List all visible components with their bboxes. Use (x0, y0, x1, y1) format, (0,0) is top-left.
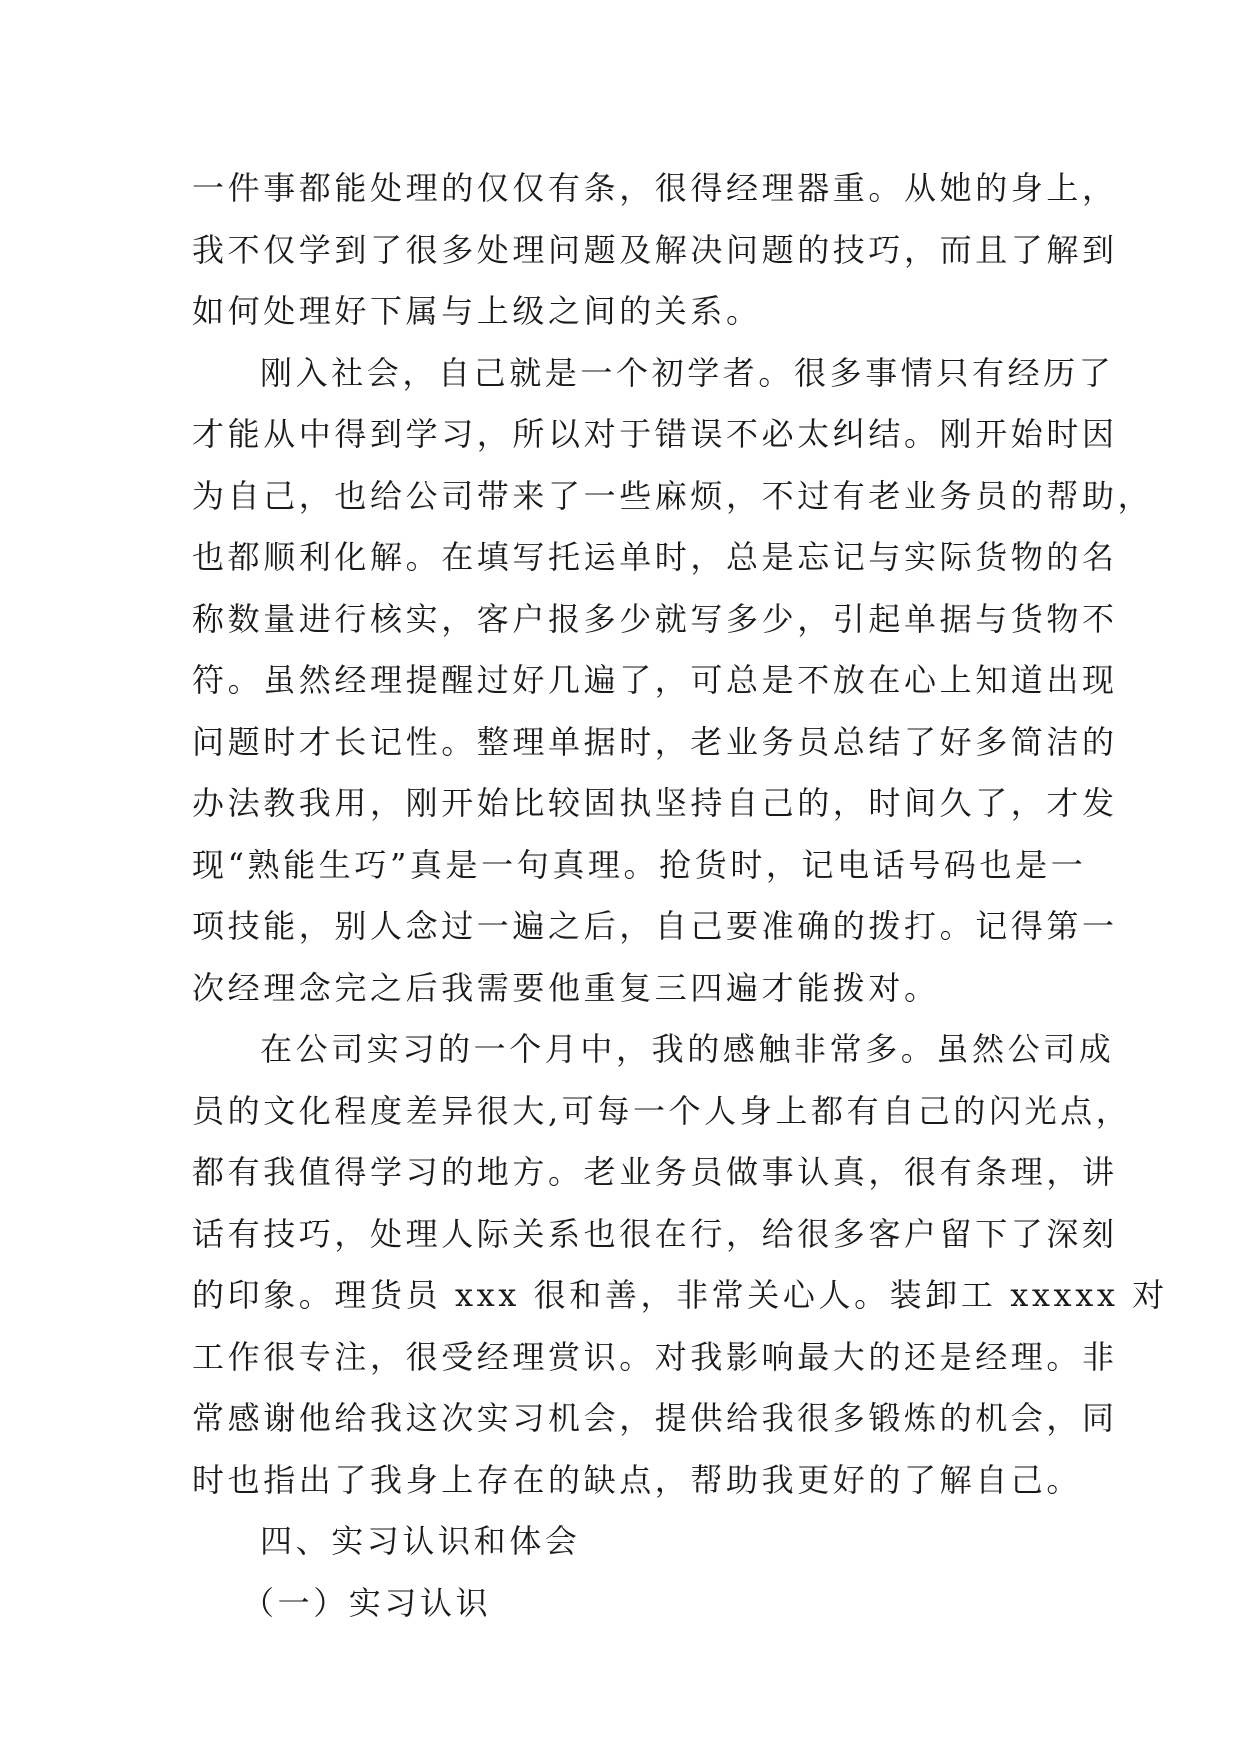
paragraph-first-line: 刚入社会，自己就是一个初学者。很多事情只有经历了 (260, 353, 1115, 392)
paragraph-line: 话有技巧，处理人际关系也很在行，给很多客户留下了深刻 (192, 1214, 1118, 1253)
subsection-heading: （一）实习认识 (242, 1583, 492, 1622)
document-body (192, 158, 1168, 1634)
paragraph-line: 现“熟能生巧”真是一句真理。抢货时，记电话号码也是一 (192, 845, 1087, 884)
paragraph-line: 都有我值得学习的地方。老业务员做事认真，很有条理，讲 (192, 1153, 1118, 1191)
paragraph-line: 的印象。理货员 xxx 很和善，非常关心人。装卸工 xxxxx 对 (192, 1276, 1168, 1314)
paragraph-line: 问题时才长记性。整理单据时，老业务员总结了好多简洁的 (192, 722, 1118, 761)
paragraph-first-line: 在公司实习的一个月中，我的感触非常多。虽然公司成 (260, 1030, 1115, 1068)
paragraph-line: 一件事都能处理的仅仅有条，很得经理器重。从她的身上， (192, 169, 1118, 207)
paragraph-line: 工作很专注，很受经理赏识。对我影响最大的还是经理。非 (192, 1337, 1118, 1376)
paragraph-line: 常感谢他给我这次实习机会，提供给我很多锻炼的机会，同 (192, 1399, 1118, 1437)
paragraph-line: 符。虽然经理提醒过好几遍了，可总是不放在心上知道出现 (192, 661, 1118, 699)
section-heading: 四、实习认识和体会 (260, 1522, 581, 1560)
paragraph-line: 次经理念完之后我需要他重复三四遍才能拨对。 (192, 968, 940, 1007)
paragraph-line: 称数量进行核实，客户报多少就写多少，引起单据与货物不 (192, 599, 1118, 638)
paragraph-line: 时也指出了我身上存在的缺点，帮助我更好的了解自己。 (192, 1460, 1083, 1499)
paragraph-line: 员的文化程度差异很大,可每一个人身上都有自己的闪光点， (192, 1091, 1132, 1130)
paragraph-line: 办法教我用，刚开始比较固执坚持自己的，时间久了，才发 (192, 784, 1118, 822)
paragraph-line: 我不仅学到了很多处理问题及解决问题的技巧，而且了解到 (192, 230, 1118, 269)
paragraph-line: 如何处理好下属与上级之间的关系。 (192, 292, 762, 330)
paragraph-line: 也都顺利化解。在填写托运单时，总是忘记与实际货物的名 (192, 538, 1118, 576)
paragraph-line: 项技能，别人念过一遍之后，自己要准确的拨打。记得第一 (192, 907, 1118, 945)
paragraph-line: 才能从中得到学习，所以对于错误不必太纠结。刚开始时因 (192, 415, 1118, 453)
paragraph-line: 为自己，也给公司带来了一些麻烦，不过有老业务员的帮助， (192, 476, 1154, 515)
